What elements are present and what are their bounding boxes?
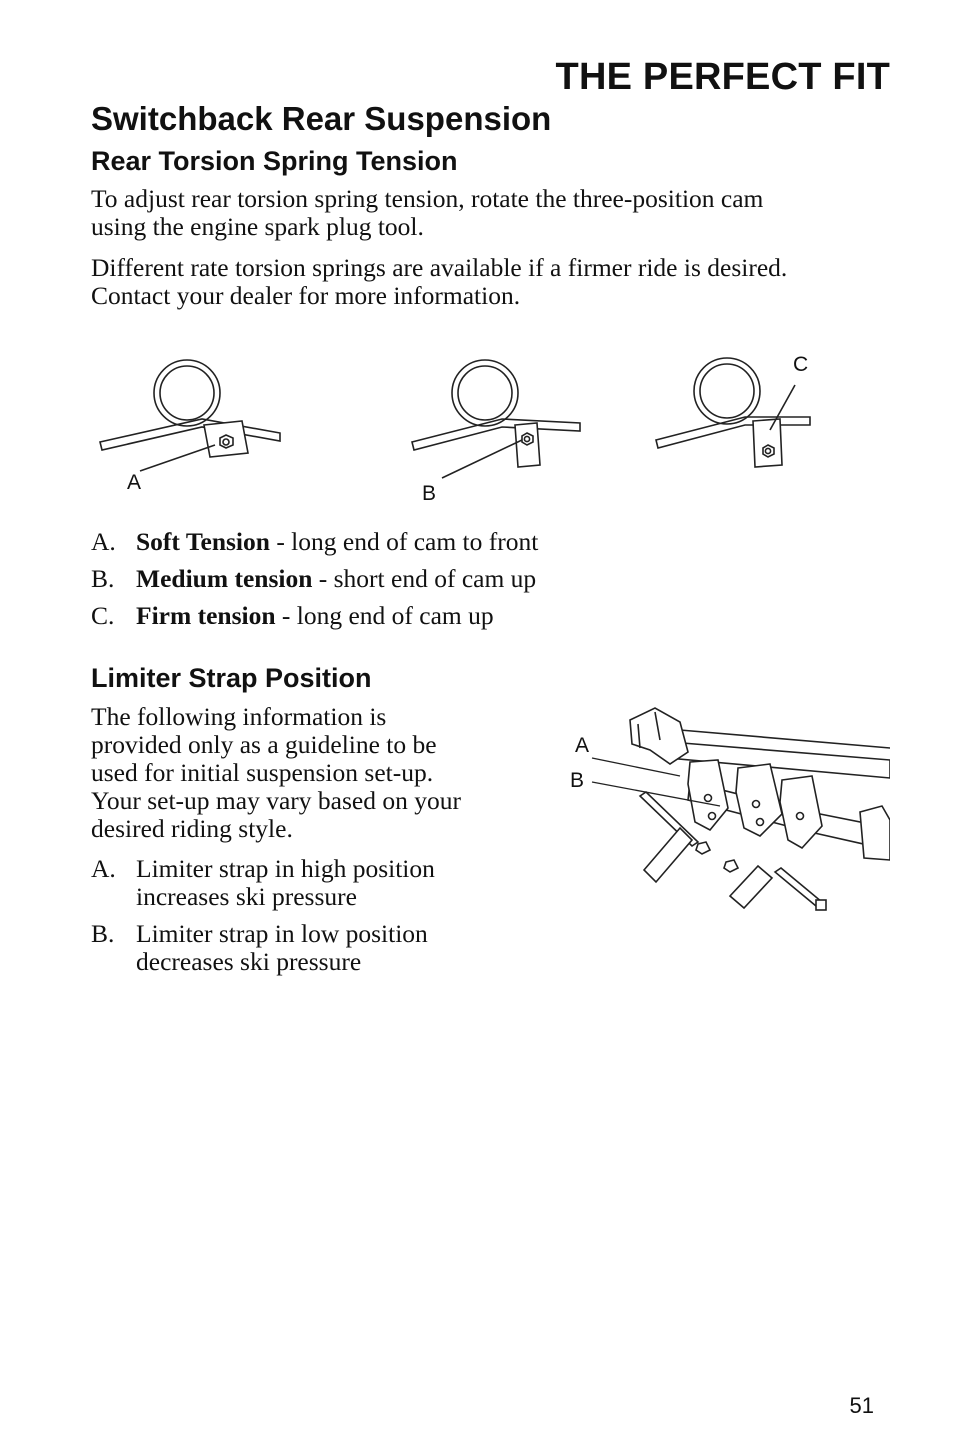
limiter-item-low <box>91 920 521 980</box>
limiter-paragraph <box>91 703 521 843</box>
list-desc <box>136 855 435 911</box>
list-term: Firm tension <box>136 601 276 630</box>
list-desc <box>136 920 428 976</box>
figure-label-b: B <box>570 769 585 792</box>
torsion-cam-figure <box>90 345 830 515</box>
list-letter: A. <box>91 854 116 883</box>
text-line: used for initial suspension set-up. <box>91 758 434 787</box>
list-letter: B. <box>91 919 115 948</box>
text-line: provided only as a guideline to be <box>91 730 437 759</box>
spring-position-soft <box>100 360 280 471</box>
page-number: 51 <box>849 1393 874 1418</box>
list-letter: A. <box>91 527 116 556</box>
list-letter: B. <box>91 564 115 593</box>
torsion-paragraph-1 <box>91 185 763 241</box>
list-desc: - long end of cam to front <box>269 527 539 556</box>
list-letter: C. <box>91 601 115 630</box>
page-header: THE PERFECT FIT <box>555 56 890 98</box>
text-line: decreases ski pressure <box>136 947 362 976</box>
list-item-soft <box>91 528 791 558</box>
figure-label-a: A <box>575 734 590 757</box>
text-line: The following information is <box>91 702 387 731</box>
text-line: Limiter strap in high position <box>136 854 435 883</box>
figure-label-c: C <box>793 353 809 376</box>
limiter-heading: Limiter Strap Position <box>91 663 372 693</box>
text-line: Contact your dealer for more information. <box>91 281 521 310</box>
limiter-item-high <box>91 855 521 915</box>
section-title: Switchback Rear Suspension <box>91 100 552 137</box>
list-desc: - long end of cam up <box>275 601 494 630</box>
list-item-medium <box>91 565 791 595</box>
list-item-firm <box>91 602 791 632</box>
text-line: Limiter strap in low position <box>136 919 428 948</box>
figure-label-b: B <box>422 482 437 505</box>
list-term: Medium tension <box>136 564 313 593</box>
figure-label-a: A <box>127 471 142 494</box>
list-desc: - short end of cam up <box>312 564 537 593</box>
text-line: Different rate torsion springs are available if a firmer ride is desired. <box>91 253 788 282</box>
text-line: Your set-up may vary based on your <box>91 786 461 815</box>
spring-position-firm <box>656 358 810 467</box>
text-line: increases ski pressure <box>136 882 357 911</box>
limiter-strap-figure <box>560 700 890 915</box>
text-line: desired riding style. <box>91 814 293 843</box>
torsion-paragraph-2 <box>91 254 787 310</box>
torsion-heading: Rear Torsion Spring Tension <box>91 146 458 176</box>
list-term: Soft Tension <box>136 527 270 556</box>
spring-position-medium <box>412 360 580 478</box>
text-line: using the engine spark plug tool. <box>91 212 424 241</box>
text-line: To adjust rear torsion spring tension, rotate the three-position cam <box>91 184 764 213</box>
